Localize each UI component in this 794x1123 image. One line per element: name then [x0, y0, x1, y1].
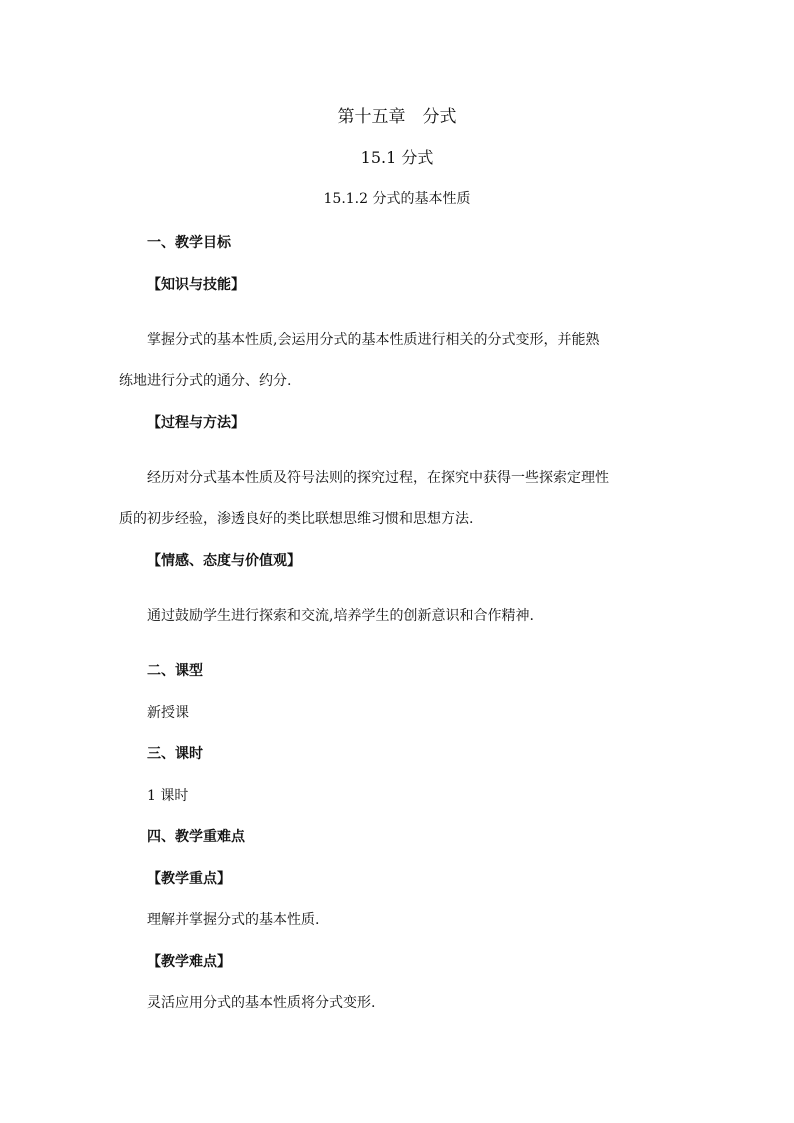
paragraph-knowledge-line2: 练地进行分式的通分、约分. — [119, 373, 292, 389]
text-class-hours: 1 课时 — [147, 788, 189, 804]
text-difficult-points: 灵活应用分式的基本性质将分式变形. — [147, 995, 376, 1011]
paragraph-emotion-line1: 通过鼓励学生进行探索和交流,培养学生的创新意识和合作精神. — [147, 608, 534, 624]
paragraph-process-line2: 质的初步经验，渗透良好的类比联想思维习惯和思想方法. — [119, 511, 474, 527]
paragraph-knowledge-line1: 掌握分式的基本性质,会运用分式的基本性质进行相关的分式变形，并能熟 — [147, 332, 600, 348]
subsection-title: 15.1.2 分式的基本性质 — [323, 191, 471, 207]
subheading-key-points: 【教学重点】 — [147, 871, 231, 887]
subheading-emotion-values: 【情感、态度与价值观】 — [147, 553, 301, 569]
subheading-difficult-points: 【教学难点】 — [147, 954, 231, 970]
chapter-title: 第十五章 分式 — [337, 107, 457, 127]
text-lesson-type: 新授课 — [147, 705, 189, 721]
subheading-process-methods: 【过程与方法】 — [147, 415, 245, 431]
heading-lesson-type: 二、课型 — [147, 663, 203, 679]
paragraph-process-line1: 经历对分式基本性质及符号法则的探究过程，在探究中获得一些探索定理性 — [147, 470, 609, 486]
heading-key-difficult-points: 四、教学重难点 — [147, 829, 245, 845]
heading-class-hours: 三、课时 — [147, 746, 203, 762]
text-key-points: 理解并掌握分式的基本性质. — [147, 912, 320, 928]
heading-teaching-objectives: 一、教学目标 — [147, 235, 231, 251]
section-title: 15.1 分式 — [360, 148, 434, 167]
subheading-knowledge-skills: 【知识与技能】 — [147, 277, 245, 293]
